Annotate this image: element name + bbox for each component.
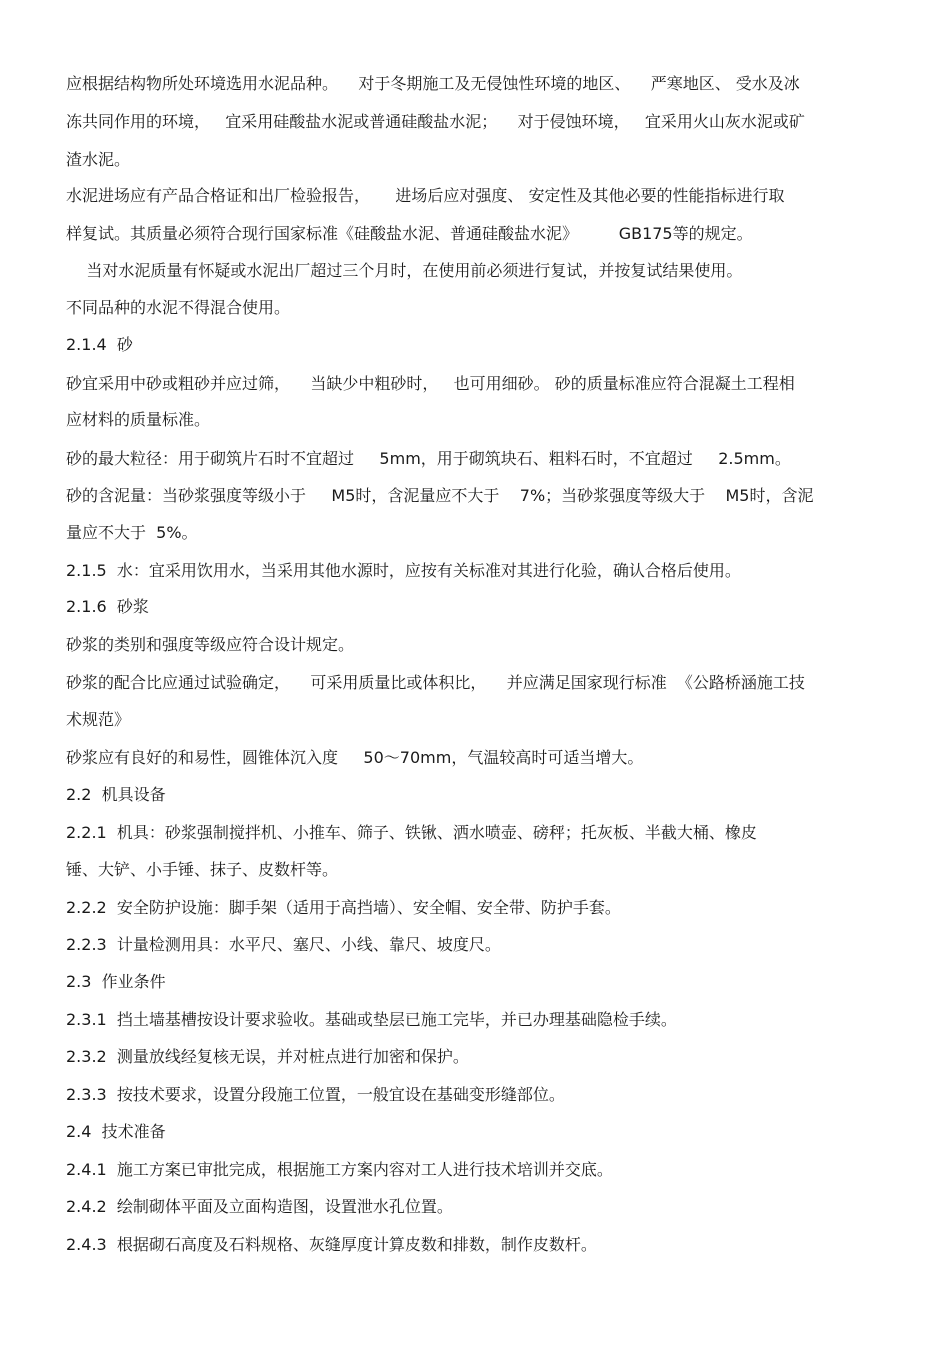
- text-line: 砂浆的类别和强度等级应符合设计规定。: [66, 635, 355, 654]
- text-line: 2.2.3 计量检测用具：水平尺、塞尺、小线、靠尺、坡度尺。: [66, 935, 501, 954]
- text-line: 砂浆的配合比应通过试验确定， 可采用质量比或体积比， 并应满足国家现行标准 《公路桥涵施工技: [66, 673, 805, 692]
- text-line: 2.4.1 施工方案已审批完成，根据施工方案内容对工人进行技术培训并交底。: [66, 1160, 613, 1179]
- text-line: 术规范》: [66, 710, 131, 729]
- text-line: 2.4.2 绘制砌体平面及立面构造图，设置泄水孔位置。: [66, 1197, 453, 1216]
- text-line: 2.3.1 挡土墙基槽按设计要求验收。基础或垫层已施工完毕，并已办理基础隐检手续。: [66, 1010, 677, 1029]
- text-line: 2.3.3 按技术要求，设置分段施工位置，一般宜设在基础变形缝部位。: [66, 1085, 565, 1104]
- text-line: 量应不大于 5%。: [66, 523, 198, 542]
- text-line: 冻共同作用的环境， 宜采用硅酸盐水泥或普通硅酸盐水泥； 对于侵蚀环境， 宜采用火山灰水泥或矿: [66, 112, 805, 131]
- text-line: 砂浆应有良好的和易性，圆锥体沉入度 50～70mm，气温较高时可适当增大。: [66, 748, 644, 767]
- text-line: 砂宜采用中砂或粗砂并应过筛， 当缺少中粗砂时， 也可用细砂。 砂的质量标准应符合混凝土工程相: [66, 374, 795, 393]
- text-line: 样复试。其质量必须符合现行国家标准《硅酸盐水泥、普通硅酸盐水泥》 GB175等的规定。: [66, 224, 753, 243]
- text-line: 2.2.1 机具：砂浆强制搅拌机、小推车、筛子、铁锹、洒水喷壶、磅秤；托灰板、半截大桶、橡皮: [66, 823, 757, 842]
- section-heading: 2.3 作业条件: [66, 972, 166, 991]
- text-line: 不同品种的水泥不得混合使用。: [66, 298, 291, 317]
- text-line: 锤、大铲、小手锤、抹子、皮数杆等。: [66, 860, 339, 879]
- section-heading: 2.1.4 砂: [66, 335, 133, 354]
- section-heading: 2.1.6 砂浆: [66, 597, 149, 616]
- text-line: 2.3.2 测量放线经复核无误，并对桩点进行加密和保护。: [66, 1047, 469, 1066]
- text-line: 应根据结构物所处环境选用水泥品种。 对于冬期施工及无侵蚀性环境的地区、 严寒地区、 受水及冰: [66, 74, 800, 93]
- text-line: 水泥进场应有产品合格证和出厂检验报告， 进场后应对强度、 安定性及其他必要的性能指标进行取: [66, 186, 785, 205]
- section-heading: 2.2 机具设备: [66, 785, 166, 804]
- text-line: 当对水泥质量有怀疑或水泥出厂超过三个月时，在使用前必须进行复试，并按复试结果使用。: [66, 261, 743, 280]
- section-heading: 2.1.5 水：宜采用饮用水，当采用其他水源时，应按有关标准对其进行化验，确认合格后使用。: [66, 561, 741, 580]
- section-heading: 2.4 技术准备: [66, 1122, 166, 1141]
- text-line: 2.2.2 安全防护设施：脚手架（适用于高挡墙）、安全帽、安全带、防护手套。: [66, 898, 621, 917]
- text-line: 2.4.3 根据砌石高度及石料规格、灰缝厚度计算皮数和排数，制作皮数杆。: [66, 1235, 597, 1254]
- text-line: 渣水泥。: [66, 150, 131, 169]
- text-line: 砂的最大粒径：用于砌筑片石时不宜超过 5mm，用于砌筑块石、粗料石时，不宜超过 2.5mm。: [66, 449, 791, 468]
- text-line: 砂的含泥量：当砂浆强度等级小于 M5时，含泥量应不大于 7%；当砂浆强度等级大于 M5时，含泥: [66, 486, 814, 505]
- text-line: 应材料的质量标准。: [66, 410, 211, 429]
